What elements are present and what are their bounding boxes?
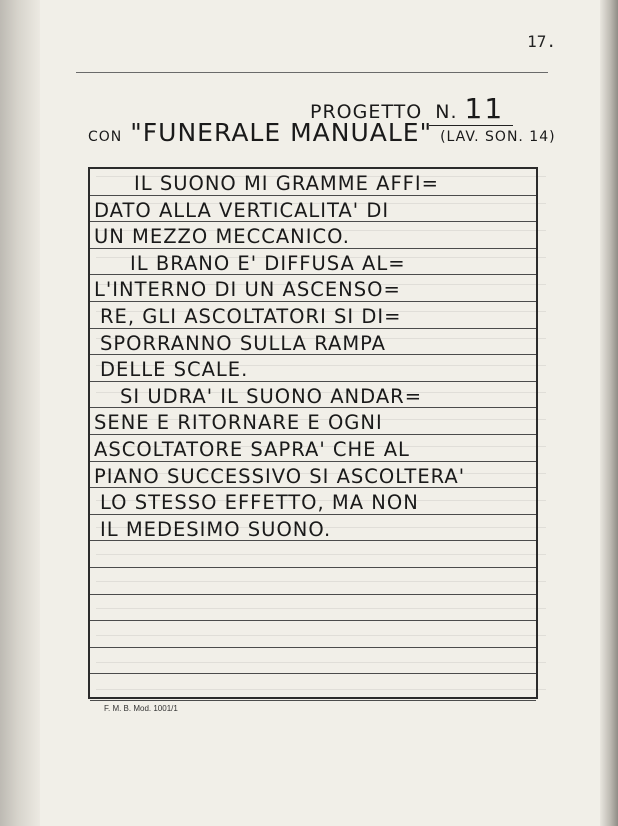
form-line: L'INTERNO DI UN ASCENSO= — [90, 275, 536, 302]
form-line: RE, GLI ASCOLTATORI SI DI= — [90, 302, 536, 329]
project-number-prefix: N. — [435, 101, 458, 123]
form-line: IL MEDESIMO SUONO. — [90, 515, 536, 542]
project-subtitle — [88, 118, 556, 147]
form-line: DELLE SCALE. — [90, 355, 536, 382]
form-line: PIANO SUCCESSIVO SI ASCOLTERA' — [90, 462, 536, 489]
form-line — [90, 595, 536, 622]
form-line: LO STESSO EFFETTO, MA NON — [90, 488, 536, 515]
form-line — [90, 648, 536, 675]
subtitle-title: "FUNERALE MANUALE" — [130, 118, 433, 147]
subtitle-note: (LAV. SON. 14) — [440, 129, 556, 145]
form-line: DATO ALLA VERTICALITA' DI — [90, 196, 536, 223]
form-line — [90, 541, 536, 568]
page-edge — [600, 0, 618, 826]
form-line: SPORRANNO SULLA RAMPA — [90, 329, 536, 356]
top-divider — [76, 72, 548, 73]
form-code: F. M. B. Mod. 1001/1 — [104, 704, 178, 713]
form-line: ASCOLTATORE SAPRA' CHE AL — [90, 435, 536, 462]
project-label: PROGETTO — [310, 101, 423, 123]
ruled-form — [88, 167, 538, 699]
subtitle-prefix: CON — [88, 129, 123, 145]
form-line: SENE E RITORNARE E OGNI — [90, 408, 536, 435]
book-gutter — [0, 0, 40, 826]
page-number: 17. — [527, 32, 556, 51]
form-line: IL SUONO MI GRAMME AFFI= — [90, 169, 536, 196]
project-number: 11 — [464, 92, 505, 125]
form-line — [90, 674, 536, 701]
form-line: UN MEZZO MECCANICO. — [90, 222, 536, 249]
form-line — [90, 568, 536, 595]
form-line: SI UDRA' IL SUONO ANDAR= — [90, 382, 536, 409]
form-line — [90, 621, 536, 648]
form-line: IL BRANO E' DIFFUSA AL= — [90, 249, 536, 276]
